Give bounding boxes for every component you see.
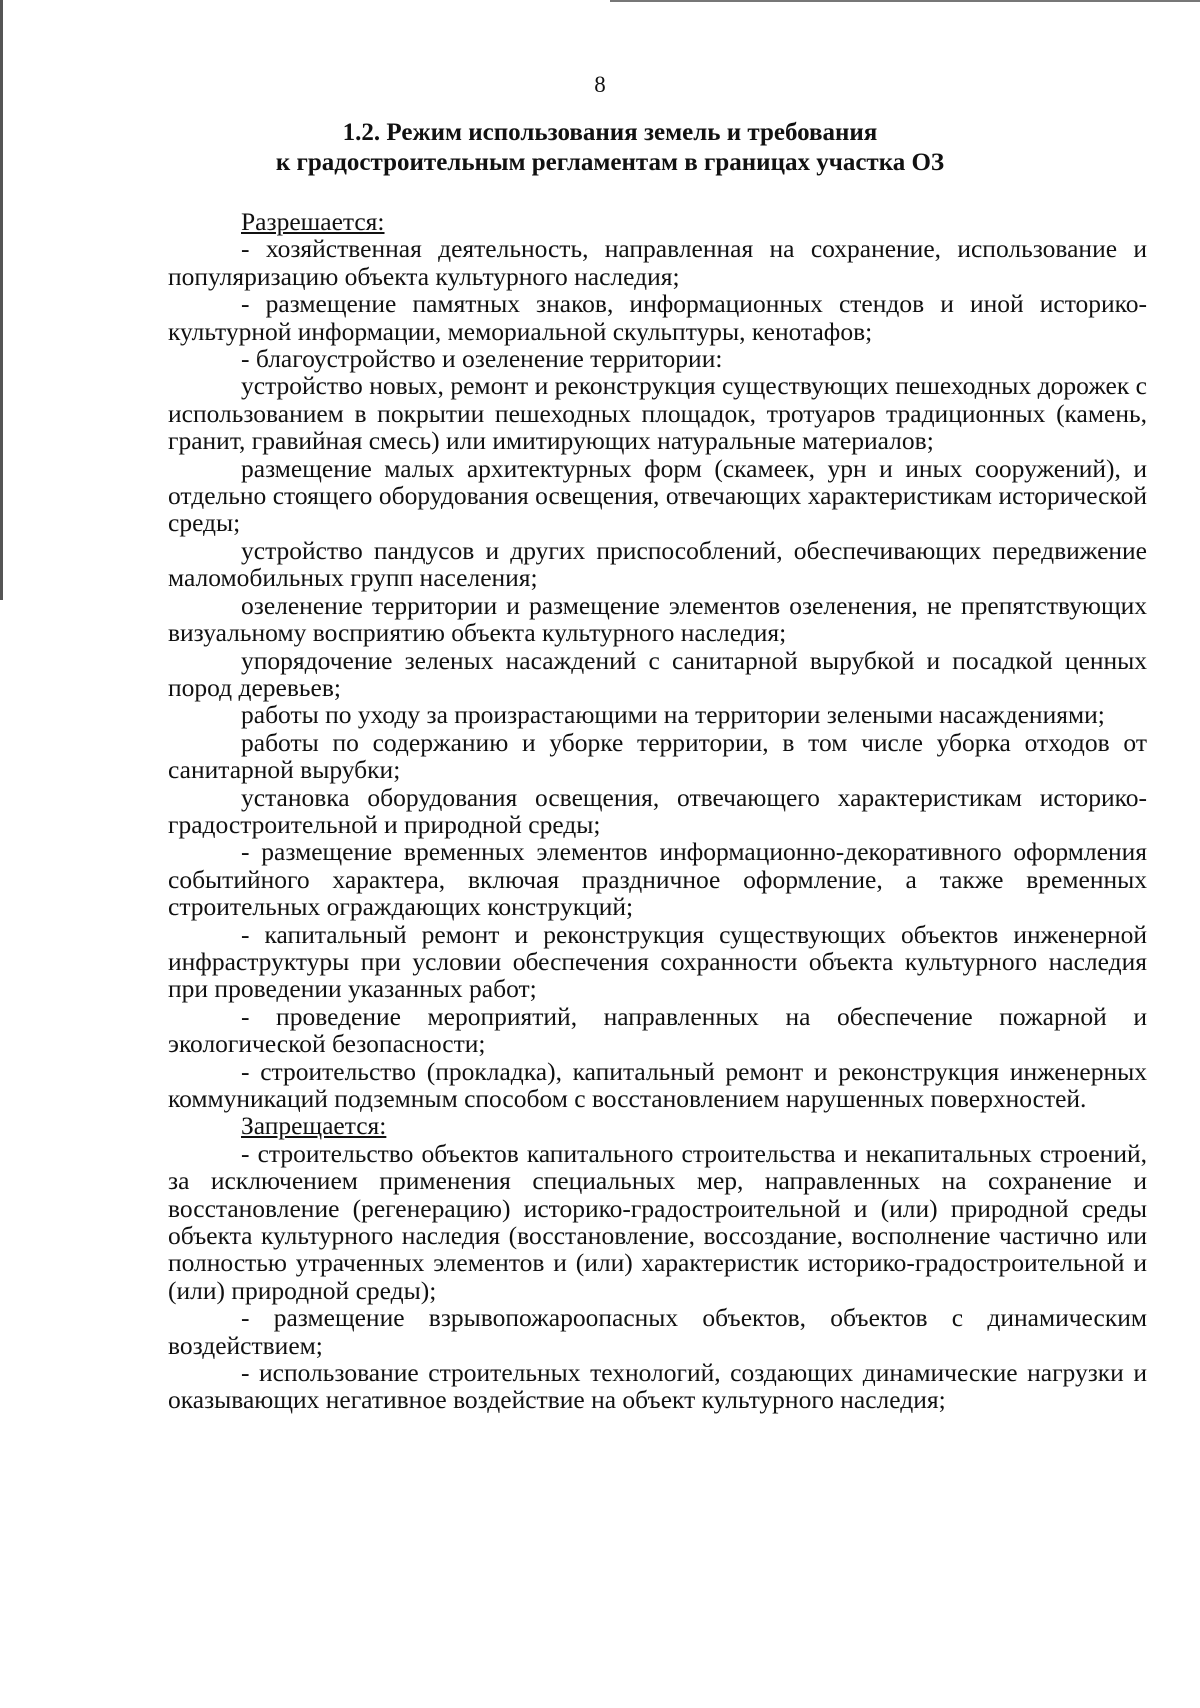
scan-edge-top (610, 0, 1200, 2)
allowed-item: - проведение мероприятий, направленных на обеспечение пожарной и экологической безопасности; (168, 1001, 1147, 1059)
allowed-item: озеленение территории и размещение элементов озеленения, не препятствующих визуальному восприятию объекта культурного наследия; (168, 590, 1147, 648)
heading-line-2: к градостроительным регламентам в границах участка ОЗ (275, 149, 945, 176)
prohibited-item: - строительство объектов капитального строительства и некапитальных строений, за исключением применения специальных мер, направленных на сохранение и восстановление (регенерацию) историко-градостроительной и (или) природной среды объекта культурного наследия (восстановление, воссоздание, восполнение частично или полностью утраченных элементов и (или) характеристик историко-градостроительной и (или) природной среды); (168, 1138, 1147, 1305)
allowed-item: - хозяйственная деятельность, направленная на сохранение, использование и популяризацию объекта культурного наследия; (168, 234, 1147, 291)
allowed-item: работы по содержанию и уборке территории, в том числе уборка отходов от санитарной вырубки; (168, 727, 1147, 785)
heading-line-1: 1.2. Режим использования земель и требования (342, 119, 878, 146)
section-heading (160, 118, 1060, 178)
allowed-item: размещение малых архитектурных форм (скамеек, урн и иных сооружений), и отдельно стоящего оборудования освещения, отвечающих характеристикам исторической среды; (168, 453, 1147, 538)
allowed-item: устройство новых, ремонт и реконструкция существующих пешеходных дорожек с использованием в покрытии пешеходных площадок, тротуаров традиционных (камень, гранит, гравийная смесь) или имитирующих натуральные материалов; (168, 371, 1147, 456)
prohibited-item: - размещение взрывопожароопасных объектов, объектов с динамическим воздействием; (168, 1303, 1147, 1360)
allowed-item: устройство пандусов и других приспособлений, обеспечивающих передвижение маломобильных групп населения; (168, 535, 1147, 593)
allowed-item: - размещение временных элементов информационно-декоративного оформления событийного характера, включая праздничное оформление, а также временных строительных ограждающих конструкций; (168, 837, 1147, 922)
allowed-item: - капитальный ремонт и реконструкция существующих объектов инженерной инфраструктуры при условии обеспечения сохранности объекта культурного наследия при проведении указанных работ; (168, 919, 1147, 1004)
allowed-item: - размещение памятных знаков, информационных стендов и иной историко-культурной информации, мемориальной скульптуры, кенотафов; (168, 289, 1147, 346)
prohibited-item: - использование строительных технологий, создающих динамические нагрузки и оказывающих негативное воздействие на объект культурного наследия; (168, 1358, 1147, 1415)
allowed-item: упорядочение зеленых насаждений с санитарной вырубкой и посадкой ценных пород деревьев; (168, 645, 1147, 702)
allowed-label: Разрешается: (241, 207, 385, 236)
allowed-item: установка оборудования освещения, отвечающего характеристикам историко-градостроительной и природной среды; (168, 782, 1147, 839)
page-number: 8 (594, 72, 606, 97)
document-body (168, 208, 1147, 1414)
allowed-item: работы по уходу за произрастающими на территории зелеными насаждениями; (241, 700, 1105, 730)
allowed-item: - благоустройство и озеленение территории: (241, 344, 723, 374)
prohibited-label: Запрещается: (241, 1111, 387, 1141)
allowed-item: - строительство (прокладка), капитальный ремонт и реконструкция инженерных коммуникаций подземным способом с восстановлением нарушенных поверхностей. (168, 1056, 1147, 1113)
